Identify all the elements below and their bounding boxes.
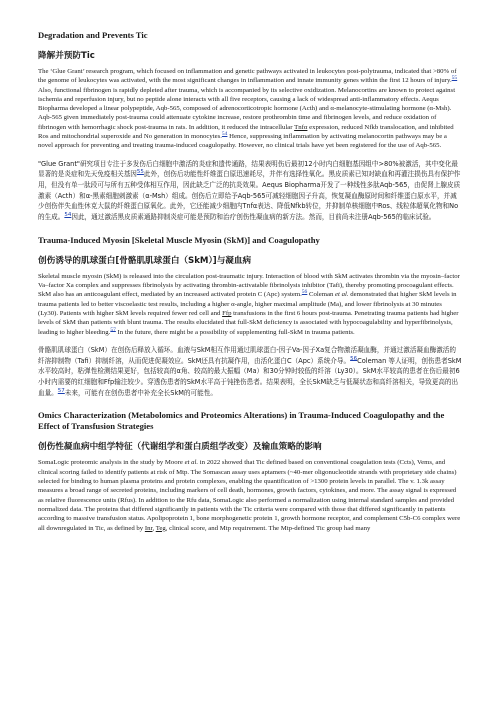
- citation-link[interactable]: 55: [136, 169, 144, 176]
- term-link: Ffp: [222, 310, 232, 318]
- paragraph-en: Skeletal muscle myosin (SkM) is released into the circulation post-traumatic injury. Interaction of blood with SkM activates thrombin via the myosin–factor Va–factor Xa complex and suppresses fibrinolysis by activating thrombin-activatable fibrinolysis inhibitor (Tafi), thereby promoting procoagulant effects. SkM also has an anticoagulant effect, mediated by an increased activated protein C (Apc) system.$^{56}$ Coleman et al. demonstrated that higher SkM levels in trauma patients led to better viscoelastic test results, including a higher α-angle, higher maximal amplitude (Ma), and lower fibrinolysis at 30 minutes (Ly30). Patients with higher SkM levels required fewer red cell and Ffp transfusions in the first 6 hours post-trauma. Penetrating trauma patients had higher levels of SkM than patients with blunt trauma. The results elucidated that full-SkM deficiency is associated with hypocoagulability and hyperfibrinolysis, leading to higher bleeding.$^{57}$ In the future, there might be a possibility of supplementing full-SkM in trauma patients.: [38, 272, 460, 336]
- section-heading-zh: 创伤性凝血病中组学特征（代谢组学和蛋白质组学改变）及输血策略的影响: [38, 442, 322, 453]
- term-link: Inr: [144, 524, 153, 532]
- citation-link[interactable]: 55: [451, 75, 458, 82]
- citation-link[interactable]: 56: [301, 289, 308, 296]
- paragraph-en: The ‘Glue Grant’ research program, which focused on inflammation and genetic pathways activated in leukocytes post-polytrauma, indicated that >80% of the genome of leukocytes was activated, with the most significant changes in inflammation and innate immunity genes within the first 12 hours of injury.$^{55}$ Also, functional fibrinogen is rapidly depleted after trauma, which is accompanied by its selective oxidization. Melanocortins are known to protect against ischemia and reperfusion injury, but no peptide alone interacts with all five receptors, causing a lack of widespread anti-inflammatory effects. Aequs Biopharma developed a linear polypeptide, Aqb-565, composed of adrenocorticotropic hormone (Acth) and α-melanocyte-stimulating hormone (α-Msh). Aqb-565 given immediately post-trauma could attenuate cytokine increase, restore prothrombin time and fibrinogen levels, and reduce oxidation of fibrinogen with hemorrhagic shock post-trauma in rats. In addition, it reduced the intracellular Tnfα expression, reduced Nfkb translocation, and inhibited Ros and mitochondrial superoxide and No generation in monocytes.$^{54}$ Hence, suppressing inflammation by activating melanocortin pathways may be a novel approach for preventing and treating trauma-induced coagulopathy. However, no clinical trials have yet been registered for the use of Aqb-565.: [38, 68, 458, 150]
- section-heading-zh: 创伤诱导的肌球蛋白[骨骼肌肌球蛋白（SkM）]与凝血病: [38, 255, 252, 266]
- section-heading-en: Omics Characterization (Metabolomics and Proteomics Alterations) in Trauma-Induced Coagulopathy and the Effect of Transfusion Strategies: [38, 410, 445, 432]
- term-link: Tnfα: [294, 123, 308, 131]
- term-link: Teg: [155, 524, 166, 532]
- citation-link[interactable]: 57: [110, 326, 116, 333]
- citation-link[interactable]: 57: [57, 387, 65, 394]
- section-heading-zh: 降解并预防Tic: [38, 51, 95, 61]
- document-page: [38, 30, 462, 533]
- paragraph-en: SomaLogic proteomic analysis in the study by Moore et al. in 2022 showed that Tic defined based on conventional coagulation tests (Ccts), Vems, and clinical scoring failed to identify patients at risk of Mtp. The Somascan assay uses aptamers (~40-mer oligonucleotide strands with proprietary side chains) selected for binding to human plasma proteins and protein complexes, enabling the quantification of >1300 protein levels in parallel. The v. 1.3k assay measures a broad range of secreted proteins, including markers of cell death, hormones, growth factors, cytokines, and more. The assay signal is expressed as relative fluorescence units (Rfus). In addition to the Rfu data, SomaLogic also performed a normalization using internal standard samples and provided normalized data. The proteins that differed significantly in patients with the Tic criteria were compared with those that differed significantly in patients according to massive transfusion status. Apolipoprotein 1, bone morphogenetic protein 1, growth hormone receptor, and complement C5b-C6 complex were all downregulated in Tic, as defined by Inr, Teg, clinical score, and Mtp requirement. The Mtp-defined Tic group had many: [38, 459, 461, 532]
- paragraph-zh: "Glue Grant"研究项目专注于多发伤后白细胞中激活的炎症和遗传通路，结果表明伤后最初12小时内白细胞基因组中>80%被激活，其中变化最显著的是炎症和先天免疫相关基因$^{55}$此外，创伤后功能性纤维蛋白原迅速耗尽，并伴有选择性氧化。黑皮质素已知对缺血和再灌注损伤具有保护作用，但没有单一肽段可与所有五种受体相互作用，因此缺乏广泛的抗炎效果。Aequs Biopharma开发了一种线性多肽Aqb-565，由促肾上腺皮质激素（Acth）和α-黑素细胞刺激素（α-Msh）组成。创伤后立即给予Aqb-565可减轻细胞因子升高，恢复凝血酶原时间和纤维蛋白原水平，并减少创伤伴失血性休克大鼠的纤维蛋白原氧化。此外，它还能减少细胞内Tnfα表达、降低Nfkb转位，并抑制单核细胞中Ros、线粒体超氧化物和No的生成。$^{54}$因此，通过激活黑皮质素通路抑制炎症可能是预防和治疗创伤性凝血病的新方法。然而，目前尚未注册Aqb-565的临床试验。: [38, 159, 461, 222]
- section-heading-en: Trauma-Induced Myosin [Skeletal Muscle Myosin (SkM)] and Coagulopathy: [38, 234, 320, 245]
- citation-link[interactable]: 54: [64, 212, 72, 218]
- paragraph-zh: 骨骼肌肌球蛋白（SkM）在创伤后释放入循环。血液与SkM相互作用通过肌球蛋白-因子Va-因子Xa复合物激活凝血酶，并通过激活凝血酶激活的纤溶抑制物（Tafi）抑制纤溶，从而促进促凝效应。SkM还具有抗凝作用，由活化蛋白C（Apc）系统介导。$^{56}$Coleman 等人证明，创伤患者SkM水平较高时，粘弹性检测结果更好，包括较高的α角、较高的最大振幅（Ma）和30分钟时较低的纤溶（Ly30）。SkM水平较高的患者在伤后最初6小时内需要的红细胞和Ffp输注较少。穿透伤患者的SkM水平高于钝挫伤患者。结果表明，全长SkM缺乏与低凝状态和高纤溶相关，导致更高的出血量。$^{57}$未来，可能有在创伤患者中补充全长SkM的可能性。: [38, 345, 462, 397]
- section-heading-en: Degradation and Prevents Tic: [38, 30, 148, 40]
- citation-link[interactable]: 54: [221, 130, 228, 137]
- citation-link[interactable]: 56: [350, 355, 358, 362]
